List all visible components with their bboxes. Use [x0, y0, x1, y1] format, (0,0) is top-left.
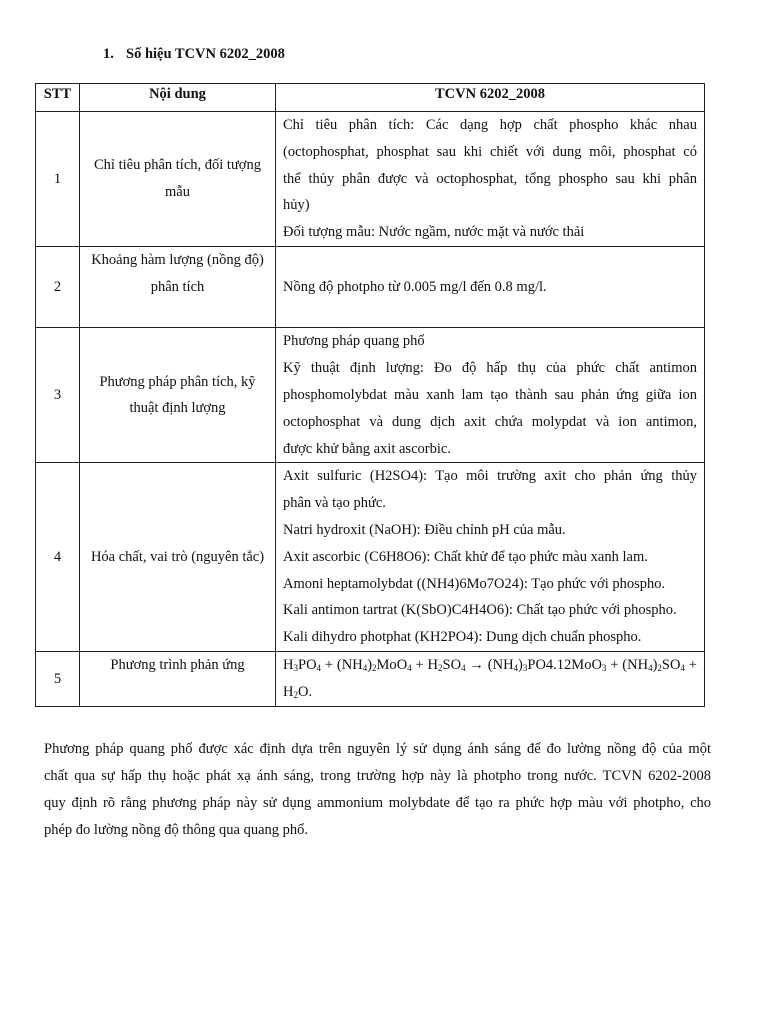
row-topic: Hóa chất, vai trò (nguyên tắc): [80, 463, 276, 652]
detail-line: thể thủy phân được và octophosphat, tổng phospho sau khi phân: [283, 170, 697, 187]
detail-line: phân và tạo phức.: [283, 495, 386, 512]
detail-line: Amoni heptamolybdat ((NH4)6Mo7O24): Tạo phức với phospho.: [283, 575, 666, 592]
table-row: [36, 247, 705, 328]
section-title: Số hiệu TCVN 6202_2008: [126, 46, 285, 62]
equation-line: $H_3PO_4 + (NH_4)_2MoO_4 + H_2SO_4 \to (NH_4)_3PO4.12MoO_3 + (NH_4)_2SO_4$ +: [283, 657, 697, 674]
detail-line: Axit sulfuric (H2SO4): Tạo môi trường axit cho phản ứng thủy: [283, 468, 697, 485]
topic-line: thuật định lượng: [129, 400, 226, 417]
equation-line: $H_2O$.: [283, 683, 313, 700]
standard-table: [35, 83, 705, 707]
detail-line: phosphomolybdat màu xanh lam tạo thành sau phản ứng giữa ion: [283, 386, 697, 403]
reaction-equation: [276, 651, 705, 706]
row-topic: [80, 247, 276, 328]
row-number: 2: [36, 247, 80, 328]
topic-line: Khoảng hàm lượng (nồng độ): [91, 252, 264, 268]
row-topic: Phương trình phản ứng: [80, 651, 276, 706]
detail-line: Đối tượng mẫu: Nước ngầm, nước mặt và nước thải: [283, 224, 585, 241]
paragraph-line: Phương pháp quang phổ được xác định dựa trên nguyên lý sử dụng ánh sáng để đo lường nồng độ của một: [44, 741, 711, 757]
paragraph-line: phép đo lường nồng độ thông qua quang phổ.: [44, 822, 309, 838]
row-number: 5: [36, 651, 80, 706]
table-row: [36, 328, 705, 463]
detail-line: được khử bằng axit ascorbic.: [283, 440, 451, 457]
row-number: 1: [36, 112, 80, 247]
detail-line: Phương pháp quang phổ: [283, 333, 425, 350]
row-topic: [80, 328, 276, 463]
topic-line: Phương pháp phân tích, kỹ: [99, 373, 256, 390]
row-detail: [276, 463, 705, 652]
row-detail: [276, 112, 705, 247]
column-header-content: Nội dung: [80, 84, 276, 112]
table-row: [36, 112, 705, 247]
detail-line: hủy): [283, 197, 310, 214]
detail-line: Chỉ tiêu phân tích: Các dạng hợp chất phospho khác nhau: [283, 117, 697, 133]
table-row: [36, 463, 705, 652]
section-number: 1.: [103, 46, 114, 62]
topic-line: phân tích: [150, 278, 205, 295]
explanation-paragraph: [44, 736, 711, 844]
section-heading: [103, 46, 285, 63]
row-number: 3: [36, 328, 80, 463]
detail-line: Nồng độ photpho từ 0.005 mg/l đến 0.8 mg/l.: [283, 278, 547, 295]
detail-line: Kali dihydro photphat (KH2PO4): Dung dịch chuẩn phospho.: [283, 629, 642, 646]
row-number: 4: [36, 463, 80, 652]
paragraph-line: chất qua sự hấp thụ hoặc phát xạ ánh sáng, trong trường hợp này là photpho trong nước. TCVN 6202-2008: [44, 768, 711, 784]
detail-line: Kali antimon tartrat (K(SbO)C4H4O6): Chất tạo phức với phospho.: [283, 602, 677, 619]
row-detail: [276, 328, 705, 463]
table-row: [36, 651, 705, 706]
column-header-stt: STT: [36, 84, 80, 112]
row-topic: Chỉ tiêu phân tích, đối tượng mẫu: [80, 112, 276, 247]
detail-line: Natri hydroxit (NaOH): Điều chỉnh pH của mẫu.: [283, 521, 566, 538]
detail-line: Kỹ thuật định lượng: Đo độ hấp thụ của phức chất antimon: [283, 360, 697, 377]
detail-line: octophosphat và dung dịch axit chứa molypdat và ion antimon,: [283, 413, 697, 430]
detail-line: (octophosphat, phosphat sau khi chiết với dung môi, phosphat có: [283, 143, 697, 160]
detail-line: Axit ascorbic (C6H8O6): Chất khử để tạo phức màu xanh lam.: [283, 548, 648, 565]
column-header-standard: TCVN 6202_2008: [276, 84, 705, 112]
row-detail: [276, 247, 705, 328]
paragraph-line: quy định rõ rằng phương pháp này sử dụng ammonium molybdate để tạo ra phức hợp màu với photpho, cho: [44, 795, 711, 811]
table-header-row: [36, 84, 705, 112]
